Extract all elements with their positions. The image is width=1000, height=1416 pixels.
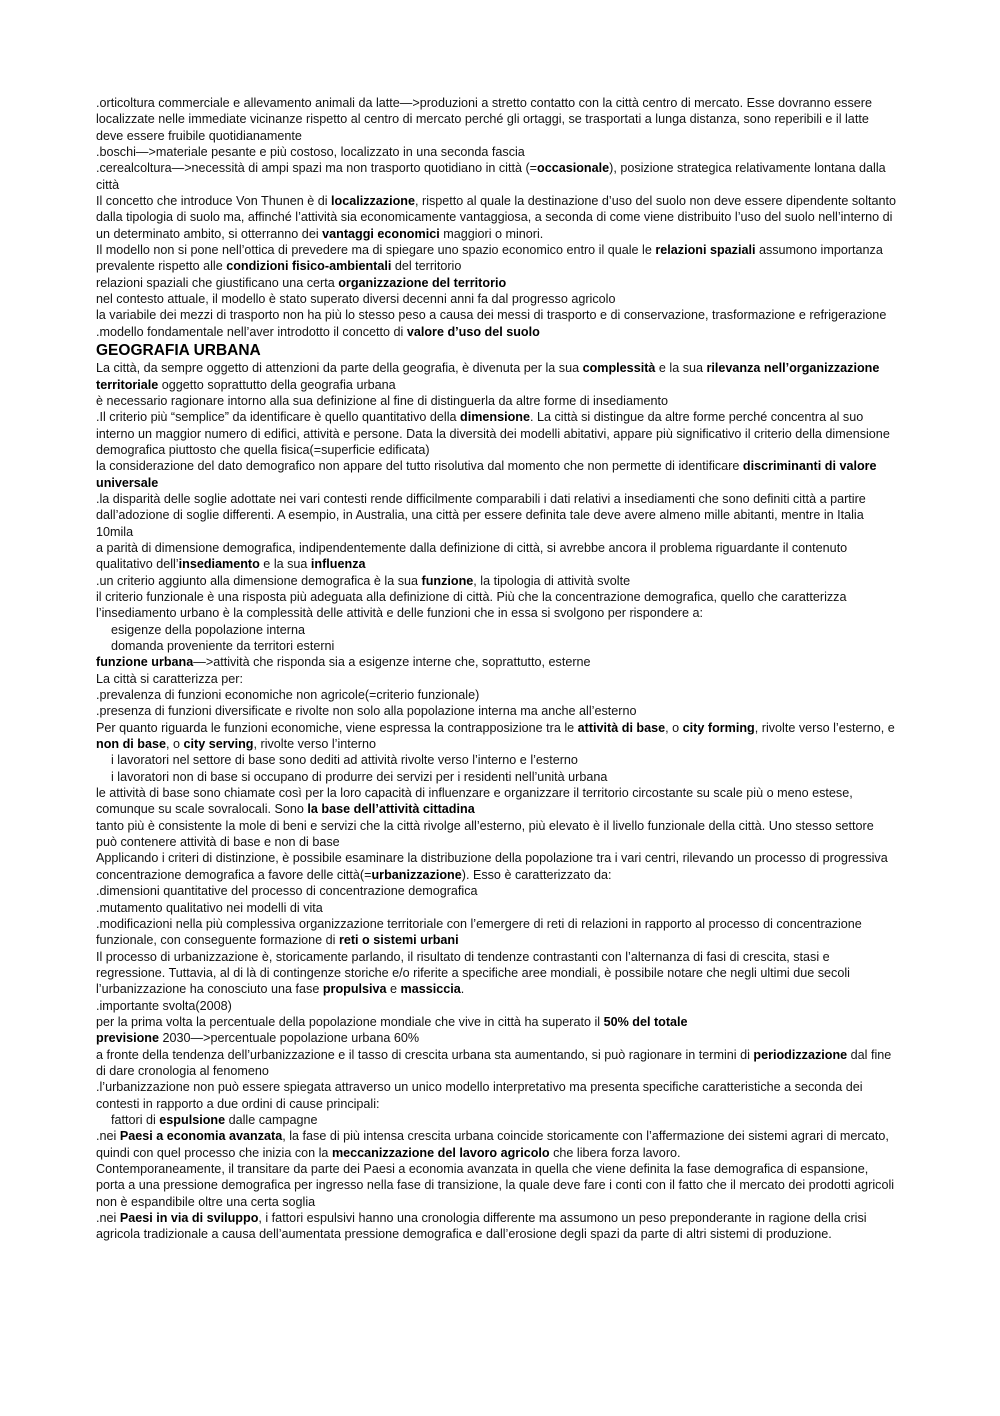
bold-term: organizzazione del territorio <box>338 275 507 290</box>
text-run: e <box>386 982 401 997</box>
text-run: .modello fondamentale nell’aver introdotto il concetto di <box>96 324 407 339</box>
paragraph <box>96 324 896 340</box>
bold-term: relazioni spaziali <box>655 243 756 258</box>
urban-geography-notes <box>96 360 896 1243</box>
paragraph <box>96 1014 896 1030</box>
paragraph <box>96 1030 896 1046</box>
text-run: .Il criterio più “semplice” da identificare è quello quantitativo della <box>96 410 461 425</box>
text-run: .nei <box>96 1211 120 1226</box>
text-run: il criterio funzionale è una risposta più adeguata alla definizione di città. Più che la concentrazione demografica, quello che caratterizza l’insediamento urbano è la complessità delle attività e delle funzioni che in essa si svolgono per rispondere a: <box>96 589 847 621</box>
text-run: , i fattori espulsivi hanno una cronologia differente ma assumono un peso preponderante in ragione della crisi agricola tradizionale a causa dell’aumentata pressione demografica e dall’erosione degli spazi da parte di altri sistemi di produzione. <box>96 1211 867 1242</box>
text-run: —>attività che risponda sia a esigenze interne che, soprattutto, esterne <box>193 655 591 670</box>
bold-term: meccanizzazione del lavoro agricolo <box>331 1145 550 1160</box>
paragraph <box>96 193 896 242</box>
text-run: .orticoltura commerciale e allevamento animali da latte—>produzioni a stretto contatto con la città centro di mercato. Esse dovranno essere localizzate nelle immediate vicinanze rispetto al centro di mercato perché gli ortaggi, se trasportati a lunga distanza, sono reperibili e il latte deve essere fruibile quotidianamente <box>96 96 872 143</box>
text-run: assumono importanza prevalente rispetto alle <box>96 243 883 274</box>
paragraph <box>96 883 896 899</box>
paragraph <box>96 95 896 144</box>
text-run: oggetto soprattutto della geografia urbana <box>158 377 396 392</box>
text-run: .importante svolta(2008) <box>96 998 232 1013</box>
paragraph <box>96 654 896 670</box>
paragraph <box>96 900 896 916</box>
bold-term: non di base <box>96 737 166 752</box>
text-run: , rispetto al quale la destinazione d’uso del suolo non deve essere dipendente soltanto dalla tipologia di suolo ma, affinché l’attività sia economicamente vantaggiosa, a seconda di come viene distribuito l’uso del suolo nell’interno di un determinato ambito, si otterranno dei <box>96 194 896 241</box>
bold-term: funzione urbana <box>96 655 194 670</box>
bold-term: discriminanti di valore universale <box>96 459 877 490</box>
text-run: , o <box>165 737 184 752</box>
text-run: la variabile dei mezzi di trasporto non ha più lo stesso peso a causa dei messi di trasporto e di conservazione, trasformazione e refrigerazione <box>96 308 887 323</box>
bold-term: periodizzazione <box>753 1047 848 1062</box>
text-run: a parità di dimensione demografica, indipendentemente dalla definizione di città, si avrebbe ancora il problema riguardante il contenuto qualitativo dell’ <box>96 540 848 572</box>
text-run: 2030—>percentuale popolazione urbana 60% <box>159 1031 420 1046</box>
text-run: La città si caratterizza per: <box>96 671 243 686</box>
text-run: per la prima volta la percentuale della popolazione mondiale che vive in città ha superato il <box>96 1014 604 1029</box>
bold-term: vantaggi economici <box>322 226 440 241</box>
bold-term: Paesi a economia avanzata <box>119 1129 283 1144</box>
paragraph <box>96 458 896 491</box>
paragraph <box>96 242 896 275</box>
bold-term: la base dell’attività cittadina <box>307 802 475 817</box>
text-run: relazioni spaziali che giustificano una certa <box>96 275 339 290</box>
bold-term: city serving <box>183 737 254 752</box>
text-run: è necessario ragionare intorno alla sua definizione al fine di distinguerla da altre forme di insediamento <box>96 393 668 408</box>
text-run: le attività di base sono chiamate così per la loro capacità di influenzare e organizzare il territorio circostante su scale più o meno estese, comunque su scale sovralocali. Sono <box>96 786 853 817</box>
paragraph <box>96 785 896 818</box>
text-run: dalle campagne <box>225 1112 318 1127</box>
bold-term: occasionale <box>537 161 610 176</box>
text-run: i lavoratori nel settore di base sono dediti ad attività rivolte verso l’interno e l’esterno <box>111 753 578 768</box>
paragraph <box>96 769 896 785</box>
text-run: Il processo di urbanizzazione è, storicamente parlando, il risultato di tendenze contrastanti con l’alternanza di fasi di crescita, stasi e regressione. Tuttavia, al di là di contingenze storiche e/o riferite a specifiche aree mondiali, è possibile notare che negli ultimi due secoli l’urbanizzazione ha conosciuto una fase <box>96 949 850 997</box>
bold-term: dimensione <box>460 410 530 425</box>
section-heading: GEOGRAFIA URBANA <box>96 342 261 360</box>
paragraph <box>96 1047 896 1080</box>
text-run: , rivolte verso l’interno <box>253 737 376 752</box>
bold-term: attività di base <box>577 720 666 735</box>
paragraph <box>96 818 896 851</box>
text-run: .nei <box>96 1129 120 1144</box>
bold-term: complessità <box>582 361 656 376</box>
paragraph <box>96 949 896 998</box>
paragraph <box>96 275 896 291</box>
bold-term: urbanizzazione <box>371 867 462 882</box>
paragraph <box>96 360 896 393</box>
text-run: .l’urbanizzazione non può essere spiegata attraverso un unico modello interpretativo ma presenta specifiche caratteristiche a seconda dei contesti in rapporto a due ordini di cause principali: <box>96 1080 863 1111</box>
text-run: .prevalenza di funzioni economiche non agricole(=criterio funzionale) <box>96 688 480 703</box>
paragraph <box>96 589 896 622</box>
text-run: .presenza di funzioni diversificate e rivolte non solo alla popolazione interna ma anche all’esterno <box>96 704 637 719</box>
text-run: , o <box>665 720 683 735</box>
text-run: .mutamento qualitativo nei modelli di vita <box>96 900 323 915</box>
text-run: nel contesto attuale, il modello è stato superato diversi decenni anni fa dal progresso agricolo <box>96 292 616 307</box>
bold-term: valore d’uso del suolo <box>406 324 540 339</box>
text-run: .boschi—>materiale pesante e più costoso, localizzato in una seconda fascia <box>96 145 525 160</box>
paragraph <box>96 1210 896 1243</box>
text-run: Applicando i criteri di distinzione, è possibile esaminare la distribuzione della popolazione tra i vari centri, rilevando un processo di progressiva concentrazione demografica a favore delle città(= <box>96 851 888 882</box>
paragraph <box>96 622 896 638</box>
bold-term: previsione <box>96 1031 159 1046</box>
bold-term: influenza <box>310 557 366 572</box>
text-run: .modificazioni nella più complessiva organizzazione territoriale con l’emergere di reti di relazioni in rapporto al processo di concentrazione funzionale, con conseguente formazione di <box>96 916 862 948</box>
paragraph <box>96 540 896 573</box>
paragraph <box>96 720 896 753</box>
document-page <box>96 95 896 1243</box>
paragraph <box>96 638 896 654</box>
paragraph <box>96 393 896 409</box>
paragraph <box>96 491 896 540</box>
text-run: i lavoratori non di base si occupano di produrre dei servizi per i residenti nell’unità urbana <box>111 769 608 784</box>
text-run: .dimensioni quantitative del processo di concentrazione demografica <box>96 884 478 899</box>
paragraph <box>96 409 896 458</box>
paragraph <box>96 703 896 719</box>
paragraph <box>96 916 896 949</box>
paragraph <box>96 752 896 768</box>
von-thunen-notes <box>96 95 896 340</box>
bold-term: massiccia <box>400 982 461 997</box>
text-run: domanda proveniente da territori esterni <box>111 639 335 653</box>
paragraph <box>96 307 896 323</box>
bold-term: condizioni fisico-ambientali <box>226 259 392 274</box>
paragraph <box>96 144 896 160</box>
text-run: esigenze della popolazione interna <box>111 622 305 637</box>
text-run: , la fase di più intensa crescita urbana coincide storicamente con l’affermazione dei sistemi agrari di mercato, quindi con quel processo che inizia con la <box>96 1129 889 1160</box>
bold-term: localizzazione <box>331 194 415 209</box>
text-run: , rivolte verso l’esterno, e <box>754 720 895 735</box>
text-run: Il concetto che introduce Von Thunen è di <box>96 194 332 209</box>
paragraph <box>96 1161 896 1210</box>
text-run: . <box>460 982 465 997</box>
text-run: la considerazione del dato demografico non appare del tutto risolutiva dal momento che non permette di identificare <box>96 459 743 474</box>
text-run: ). Esso è caratterizzato da: <box>461 867 612 882</box>
text-run: a fronte della tendenza dell’urbanizzazione e il tasso di crescita urbana sta aumentando, si può ragionare in termini di <box>96 1047 754 1062</box>
text-run: del territorio <box>391 259 462 274</box>
bold-term: rilevanza nell’organizzazione territoriale <box>96 361 880 392</box>
bold-term: 50% del totale <box>603 1014 688 1029</box>
text-run: .la disparità delle soglie adottate nei vari contesti rende difficilmente comparabili i dati relativi a insediamenti che sono definiti città a partire dall’adozione di soglie differenti. A esempio, in Australia, una città per essere definita tale deve avere almeno mille abitanti, mentre in Italia 10mila <box>96 491 866 539</box>
text-run: Contemporaneamente, il transitare da parte dei Paesi a economia avanzata in quella che viene definita la fase demografica di espansione, porta a una pressione demografica per ingresso nella fase di transizione, la quale deve fare i conti con il fatto che il mercato dei prodotti agricoli non è espandibile oltre una certa soglia <box>96 1162 895 1209</box>
bold-term: Paesi in via di sviluppo <box>119 1211 259 1226</box>
text-run: maggiori o minori. <box>439 226 544 241</box>
paragraph <box>96 291 896 307</box>
paragraph <box>96 1079 896 1112</box>
bold-term: espulsione <box>159 1112 226 1127</box>
text-run: Il modello non si pone nell’ottica di prevedere ma di spiegare uno spazio economico entro il quale le <box>96 243 656 258</box>
text-run: tanto più è consistente la mole di beni e servizi che la città rivolge all’esterno, più elevato è il livello funzionale della città. Uno stesso settore può contenere attività di base e non di base <box>96 818 874 850</box>
paragraph <box>96 850 896 883</box>
text-run: .un criterio aggiunto alla dimensione demografica è la sua <box>96 573 422 588</box>
text-run: dal fine di dare cronologia al fenomeno <box>96 1047 892 1078</box>
bold-term: funzione <box>421 573 474 588</box>
paragraph <box>96 1112 896 1128</box>
text-run: e la sua <box>259 557 311 572</box>
text-run: fattori di <box>111 1112 160 1127</box>
text-run: ), posizione strategica relativamente lontana dalla città <box>96 161 886 192</box>
bold-term: city forming <box>682 720 755 735</box>
text-run: che libera forza lavoro. <box>549 1145 681 1160</box>
bold-term: propulsiva <box>322 982 387 997</box>
paragraph <box>96 160 896 193</box>
bold-term: reti o sistemi urbani <box>338 933 459 948</box>
paragraph <box>96 671 896 687</box>
paragraph <box>96 998 896 1014</box>
paragraph <box>96 573 896 589</box>
text-run: La città, da sempre oggetto di attenzioni da parte della geografia, è divenuta per la sua <box>96 361 583 376</box>
bold-term: insediamento <box>178 557 260 572</box>
text-run: , la tipologia di attività svolte <box>473 573 631 588</box>
text-run: . La città si distingue da altre forme perché concentra al suo interno un maggior numero di edifici, attività e persone. Data la diversità dei modelli abitativi, appare più significativo il criterio della dimensione demografica piuttosto che quella fisica(=superficie edificata) <box>96 410 890 457</box>
text-run: Per quanto riguarda le funzioni economiche, viene espressa la contrapposizione tra le <box>96 720 578 735</box>
paragraph <box>96 687 896 703</box>
text-run: e la sua <box>655 361 707 376</box>
paragraph <box>96 1128 896 1161</box>
text-run: .cerealcoltura—>necessità di ampi spazi ma non trasporto quotidiano in città (= <box>96 161 538 176</box>
